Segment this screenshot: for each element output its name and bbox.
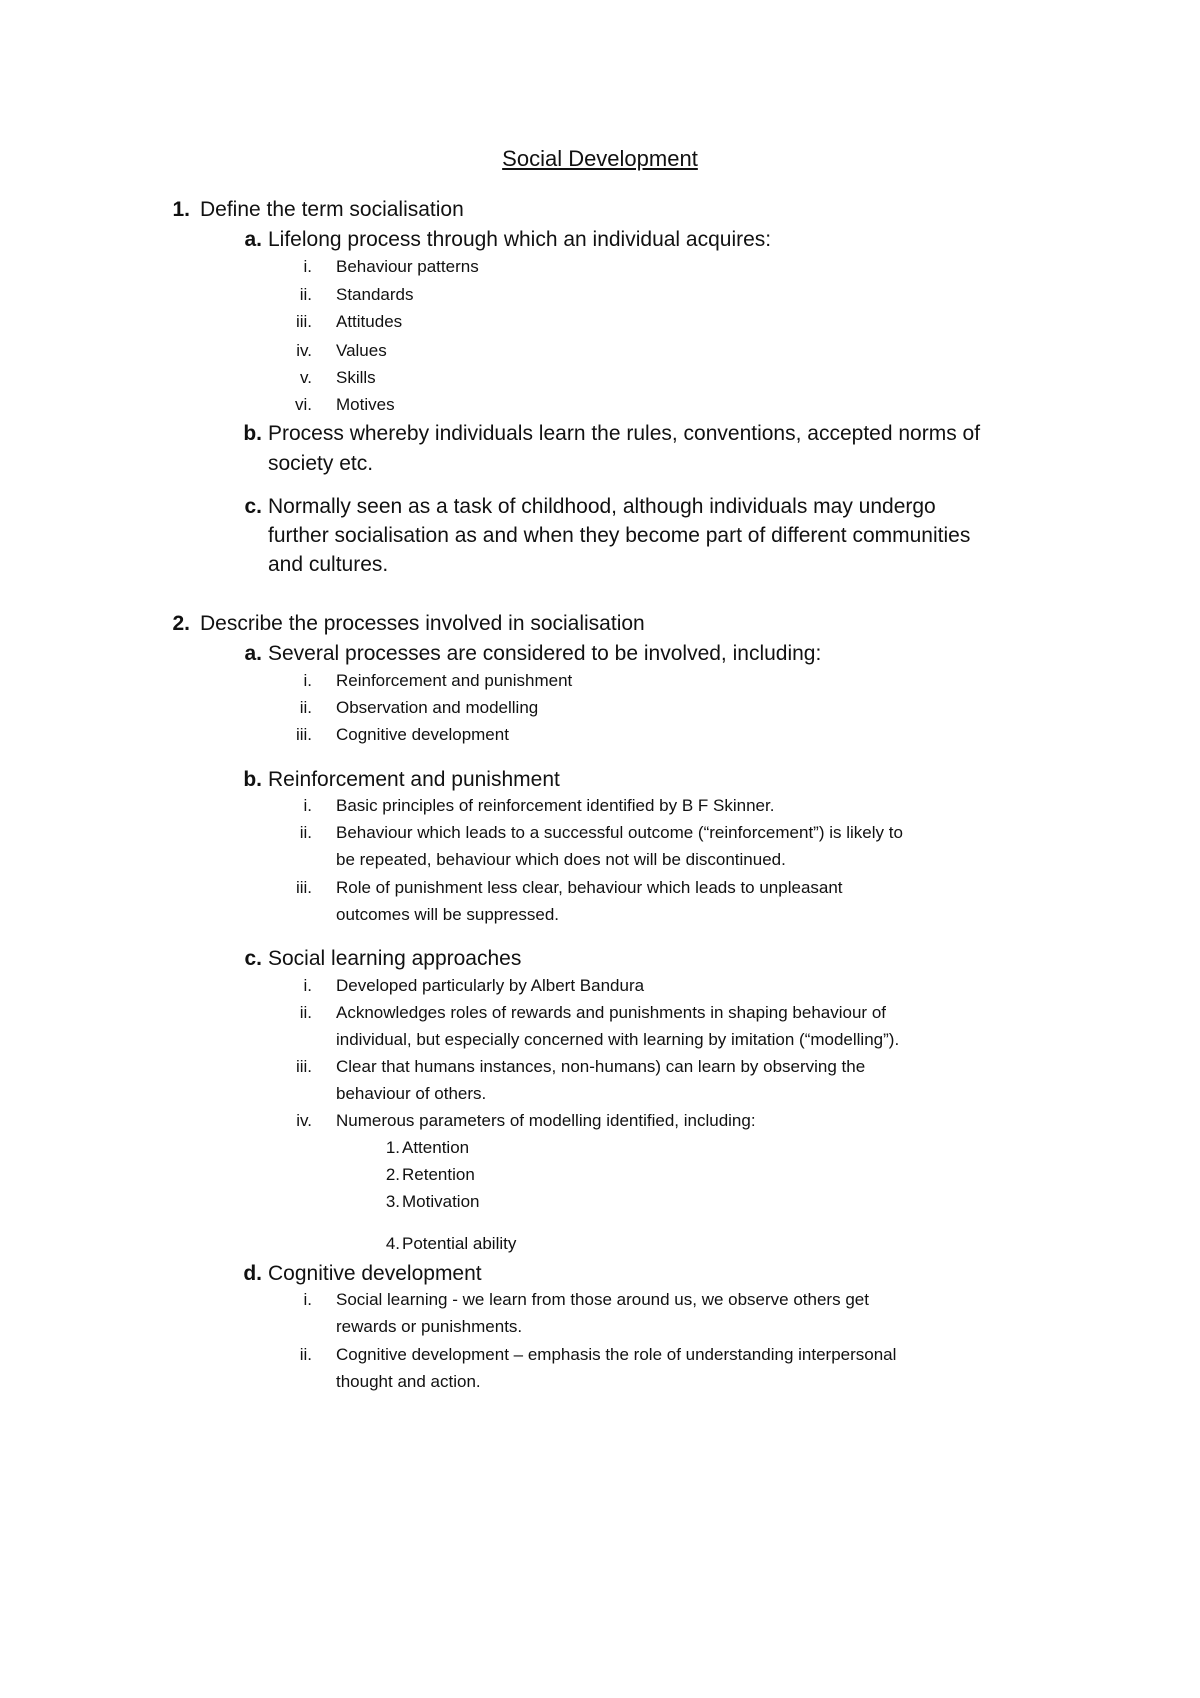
line-text: further socialisation as and when they become part of different communities bbox=[268, 524, 971, 547]
list-marker: ii. bbox=[299, 823, 312, 842]
list-marker: 4. bbox=[385, 1234, 400, 1253]
list-marker: i. bbox=[303, 976, 312, 995]
line-text: Attention bbox=[402, 1138, 470, 1157]
line-text: Numerous parameters of modelling identified, including: bbox=[336, 1111, 756, 1130]
list-marker: 3. bbox=[385, 1192, 400, 1211]
line-text: society etc. bbox=[268, 452, 374, 475]
line-text: individual, but especially concerned with learning by imitation (“modelling”). bbox=[336, 1030, 900, 1049]
line-text: Standards bbox=[336, 285, 414, 304]
line-text: Role of punishment less clear, behaviour which leads to unpleasant bbox=[336, 878, 843, 897]
line-text: thought and action. bbox=[336, 1372, 481, 1391]
line-text: Acknowledges roles of rewards and punishments in shaping behaviour of bbox=[336, 1003, 886, 1022]
line-text: Skills bbox=[336, 368, 376, 387]
line-text: Reinforcement and punishment bbox=[336, 671, 573, 690]
line-text: Process whereby individuals learn the rules, conventions, accepted norms of bbox=[268, 422, 981, 445]
line-text: Several processes are considered to be involved, including: bbox=[268, 642, 822, 665]
line-text: Cognitive development – emphasis the role of understanding interpersonal bbox=[336, 1345, 897, 1364]
line-text: Reinforcement and punishment bbox=[268, 768, 560, 791]
list-marker: c. bbox=[244, 947, 262, 970]
line-text: be repeated, behaviour which does not will be discontinued. bbox=[336, 850, 786, 869]
list-marker: iii. bbox=[295, 725, 312, 744]
line-text: Define the term socialisation bbox=[200, 198, 464, 221]
list-marker: 1. bbox=[385, 1138, 400, 1157]
line-text: Basic principles of reinforcement identified by B F Skinner. bbox=[336, 796, 775, 815]
list-marker: i. bbox=[303, 796, 312, 815]
line-text: Normally seen as a task of childhood, although individuals may undergo bbox=[268, 495, 936, 518]
line-text: Clear that humans instances, non-humans) can learn by observing the bbox=[336, 1057, 866, 1076]
line-text: Describe the processes involved in socialisation bbox=[200, 612, 645, 635]
list-marker: ii. bbox=[299, 285, 312, 304]
list-marker: c. bbox=[244, 495, 262, 518]
list-marker: b. bbox=[243, 768, 262, 791]
list-marker: iii. bbox=[295, 1057, 312, 1076]
list-marker: b. bbox=[243, 422, 262, 445]
list-marker: iv. bbox=[296, 341, 312, 360]
line-text: Retention bbox=[402, 1165, 475, 1184]
list-marker: d. bbox=[243, 1262, 262, 1285]
line-text: Behaviour which leads to a successful outcome (“reinforcement”) is likely to bbox=[336, 823, 903, 842]
list-marker: v. bbox=[300, 368, 312, 387]
line-text: outcomes will be suppressed. bbox=[336, 905, 560, 924]
list-marker: a. bbox=[244, 228, 262, 251]
line-text: Social learning approaches bbox=[268, 947, 522, 970]
list-marker: iv. bbox=[296, 1111, 312, 1130]
line-text: Developed particularly by Albert Bandura bbox=[336, 976, 645, 995]
line-text: Values bbox=[336, 341, 387, 360]
line-text: Behaviour patterns bbox=[336, 257, 479, 276]
list-marker: vi. bbox=[295, 395, 312, 414]
list-marker: i. bbox=[303, 1290, 312, 1309]
list-marker: ii. bbox=[299, 1003, 312, 1022]
line-text: Cognitive development bbox=[336, 725, 509, 744]
list-marker: a. bbox=[244, 642, 262, 665]
list-marker: i. bbox=[303, 671, 312, 690]
list-marker: i. bbox=[303, 257, 312, 276]
line-text: and cultures. bbox=[268, 553, 389, 576]
list-marker: iii. bbox=[295, 878, 312, 897]
line-text: Attitudes bbox=[336, 312, 403, 331]
line-text: rewards or punishments. bbox=[336, 1317, 523, 1336]
list-marker: ii. bbox=[299, 1345, 312, 1364]
list-marker: 1. bbox=[172, 198, 190, 221]
line-text: Motives bbox=[336, 395, 395, 414]
list-marker: 2. bbox=[385, 1165, 400, 1184]
list-marker: ii. bbox=[299, 698, 312, 717]
page-title: Social Development bbox=[502, 146, 698, 171]
line-text: Cognitive development bbox=[268, 1262, 482, 1285]
list-marker: iii. bbox=[295, 312, 312, 331]
line-text: Lifelong process through which an individual acquires: bbox=[268, 228, 772, 251]
list-marker: 2. bbox=[172, 612, 190, 635]
line-text: Potential ability bbox=[402, 1234, 517, 1253]
line-text: Observation and modelling bbox=[336, 698, 539, 717]
line-text: Social learning - we learn from those around us, we observe others get bbox=[336, 1290, 869, 1309]
line-text: Motivation bbox=[402, 1192, 480, 1211]
line-text: behaviour of others. bbox=[336, 1084, 487, 1103]
